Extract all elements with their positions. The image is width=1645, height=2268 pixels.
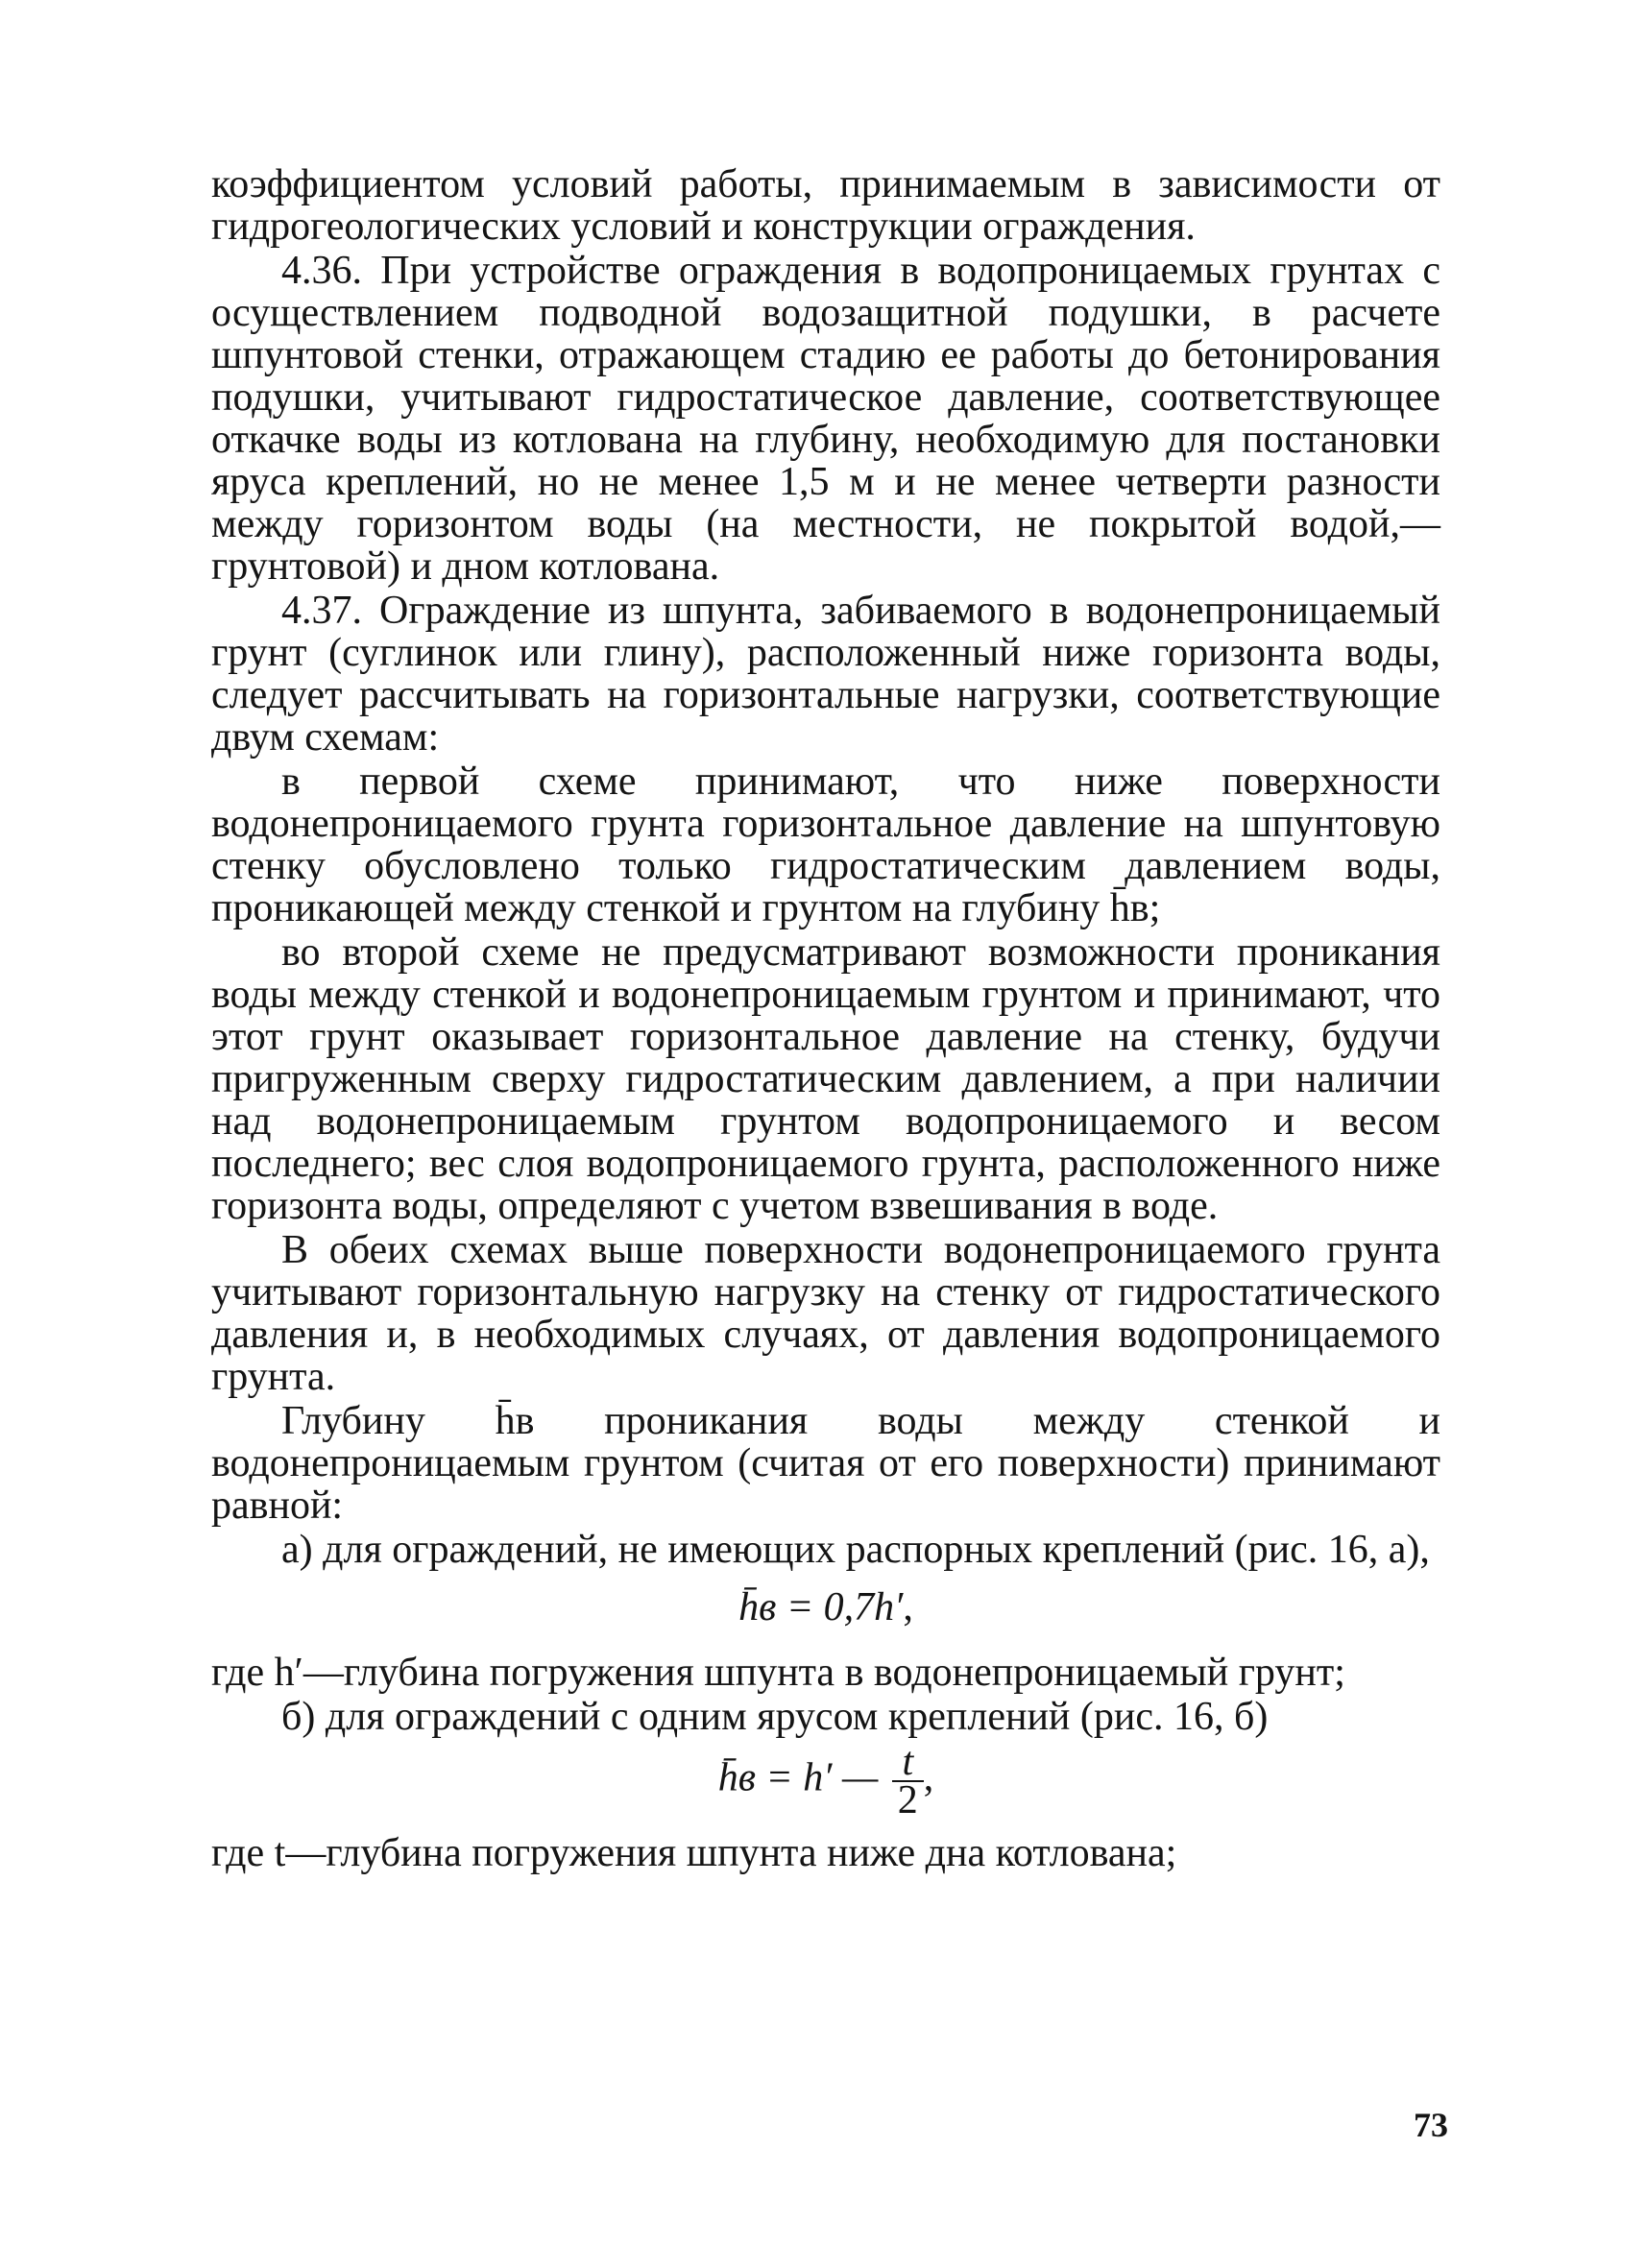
formula-b-numerator: t <box>892 1744 924 1782</box>
item-a: а) для ограждений, не имеющих распорных креплений (рис. 16, а), <box>281 1528 1430 1572</box>
formula-b <box>211 1740 1440 1822</box>
note-b: где t—глубина погружения шпунта ниже дна котлована; <box>211 1831 1177 1875</box>
paragraph-scheme-2: во второй схеме не предусматривают возможности проникания воды между стенкой и водонепроницаемым грунтом и принимают, что этот грунт оказывает горизонтальное давление на стенку, будучи пригруженным сверху гидростатическим давлением, а при наличии над водонепроницаемым грунтом водопроницаемого и весом последнего; вес слоя водопроницаемого грунта, расположенного ниже горизонта воды, определяют с учетом взвешивания в воде. <box>211 930 1440 1228</box>
formula-a <box>211 1577 1440 1638</box>
formula-a-tail: , <box>903 1585 913 1629</box>
formula-b-denominator: 2 <box>897 1778 918 1822</box>
page-body <box>211 163 1440 1876</box>
paragraph-continuation: коэффициентом условий работы, принимаемым в зависимости от гидрогеологических условий и конструкции ограждения. <box>211 162 1440 249</box>
paragraph-4-36: 4.36. При устройстве ограждения в водопроницаемых грунтах с осуществлением подводной водозащитной подушки, в расчете шпунтовой стенки, отражающем стадию ее работы до бетонирования подушки, учитывают гидростатическое давление, соответствующее откачке воды из котлована на глубину, необходимую для постановки яруса креплений, но не менее 1,5 м и не менее четверти разности между горизонтом воды (на местности, не покрытой водой,—грунтовой) и дном котлована. <box>211 249 1440 589</box>
formula-b-fraction <box>892 1740 924 1822</box>
formula-b-tail: , <box>923 1755 934 1800</box>
paragraph-scheme-1: в первой схеме принимают, что ниже поверхности водонепроницаемого грунта горизонтальное давление на шпунтовую стенку обусловлено только гидростатическим давлением воды, проникающей между стенкой и грунтом на глубину h̄в; <box>211 760 1440 930</box>
formula-a-expr: h̄в = 0,7h′ <box>738 1585 904 1629</box>
formula-b-lhs: h̄в = h′ — <box>717 1755 879 1800</box>
paragraph-both-schemes: В обеих схемах выше поверхности водонепроницаемого грунта учитывают горизонтальную нагрузку на стенку от гидростатического давления и, в необходимых случаях, от давления водопроницаемого грунта. <box>211 1228 1440 1399</box>
paragraph-4-37: 4.37. Ограждение из шпунта, забиваемого в водонепроницаемый грунт (суглинок или глину), расположенный ниже горизонта воды, следует рассчитывать на горизонтальные нагрузки, соответствующие двум схемам: <box>211 589 1440 760</box>
item-b: б) для ограждений с одним ярусом креплений (рис. 16, б) <box>281 1695 1269 1739</box>
note-a: где h′—глубина погружения шпунта в водонепроницаемый грунт; <box>211 1651 1345 1695</box>
paragraph-depth-definition: Глубину h̄в проникания воды между стенкой и водонепроницаемым грунтом (считая от его поверхности) принимают равной: <box>211 1399 1440 1528</box>
page-number: 73 <box>1414 2106 1448 2144</box>
